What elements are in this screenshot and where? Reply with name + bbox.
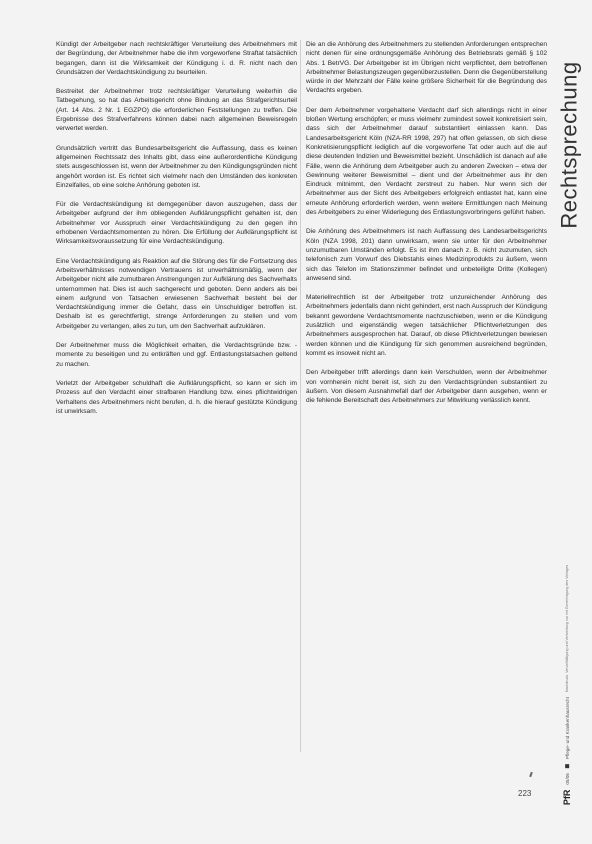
paragraph: Die an die Anhörung des Arbeitnehmers zu stellenden Anforderungen entsprechen nicht denen für eine ordnungsgemäße Anhörung des Betriebsrats gemäß § 102 Abs. 1 BetrVG. Der Arbeitgeber ist im Übrigen nicht verpflichtet, dem betroffenen Arbeitnehmer Belastungszeugen gegenüberzustellen. Denn die Gegenüberstellung würde in der Mehrzahl der Fälle keine größere Sicherheit für die Begründung des Verdachts ergeben. — [306, 41, 547, 95]
paragraph: Grundsätzlich vertritt das Bundesarbeitsgericht die Auffassung, dass es keinen allgemeinen Rechtssatz des Inhalts gibt, dass eine außerordentliche Kündigung stets ausgeschlossen ist, wenn der Arbeitnehmer zu den Kündigungsgründen nicht angehört worden ist. Es richtet sich vielmehr nach den Umständen des konkreten Einzelfalles, ob eine solche Anhörung geboten ist. — [56, 144, 297, 189]
journal-note: Pflege- und Krankenhausrecht — [564, 697, 570, 760]
paragraph: Für die Verdachtskündigung ist demgegenüber davon auszugehen, dass der Arbeitgeber aufgrund der ihm obliegenden Aufklärungspflicht gehalten ist, den Arbeitnehmer vor Ausspruch einer Verdachtskündigung zu den gegen ihn erhobenen Verdachtsmomenten zu hören. Die Erfüllung der Aufklärungspflicht ist Wirksamkeitsvoraussetzung für eine Verdachtskündigung. — [56, 201, 297, 246]
paragraph: Materiellrechtlich ist der Arbeitgeber trotz unzureichender Anhörung des Arbeitnehmers jedenfalls dann nicht gehindert, erst nach Ausspruch der Kündigung bekannt gewordene Verdachtsmomente nachzuschieben, wenn er die Kündigung zusätzlich und eigenständig wegen tatsächlicher Pflichtverletzungen des Arbeitnehmers ausgesprochen hat. Darauf, ob diese Pflichtverletzungen bewiesen werden können und die Kündigung für sich genommen ausreichend begründen, kommt es insoweit nicht an. — [306, 294, 547, 357]
paragraph: Die Anhörung des Arbeitnehmers ist nach Auffassung des Landesarbeitsgerichts Köln (NZA 1998, 201) dann unwirksam, wenn sie unter für den Arbeitnehmer unzumutbaren Umständen erfolgt. Es ist ihm danach z. B. nicht zuzumuten, sich telefonisch zum Vorwurf des Diebstahls eines Medizinprodukts zu äußern, wenn sich das Telefon im Stationszimmer befindet und unbeteiligte Dritte (Kollegen) anwesend sind. — [306, 228, 547, 282]
copyright-note: Nachdruck, Vervielfältigung und Verbreitung nur mit Genehmigung des Verlages — [565, 564, 570, 693]
issue-number: 05/06 — [564, 773, 570, 785]
paragraph: Bestreitet der Arbeitnehmer trotz rechtskräftiger Verurteilung weiterhin die Tatbegehung, so hat das Arbeitsgericht ohne Bindung an das Strafgerichtsurteil (Art. 14 Abs. 2 Nr. 1 EGZPO) die erforderlichen Feststellungen zu treffen. Die Ergebnisse des Strafverfahrens können dabei nach allgemeinen Beweisregeln verwertet werden. — [56, 88, 297, 133]
column-divider — [300, 40, 301, 752]
journal-logo: PfR — [562, 789, 573, 806]
bullet-square — [565, 764, 569, 768]
paragraph: Kündigt der Arbeitgeber nach rechtskräftiger Verurteilung des Arbeitnehmers mit der Begründung, der Arbeitnehmer habe die ihm vorgeworfene Straftat tatsächlich begangen, dann ist die Wirksamkeit der Kündigung i. d. R. nicht nach den Grundsätzen der Verdachtskündigung zu beurteilen. — [56, 41, 297, 76]
paragraph: Den Arbeitgeber trifft allerdings dann kein Verschulden, wenn der Arbeitnehmer von vornherein nicht bereit ist, sich zu den Verdachtsgründen substantiiert zu äußern. Von diesem Ausnahmefall darf der Arbeitgeber dann ausgehen, wenn er die fehlende Bereitschaft des Arbeitnehmers zur Mitwirkung verlässlich kennt. — [306, 369, 547, 405]
paragraph: Der dem Arbeitnehmer vorgehaltene Verdacht darf sich allerdings nicht in einer bloßen Wertung erschöpfen; er muss vielmehr zumindest soweit konkretisiert sein, dass sich der Arbeitnehmer darauf substantiiert einlassen kann. Das Landesarbeitsgericht Köln (NZA-RR 1998, 297) hat offen gelassen, ob sich diese Konkretisierungspflicht lediglich auf die vorgeworfene Tat oder auch auf die auf diese deutenden Indizien und Beweismittel bezieht. Unschädlich ist danach auf alle Fälle, wenn die Anhörung dem Arbeitgeber auch zu anderen Zwecken – etwa der Gewinnung weiterer Beweismittel – dient und der Arbeitnehmer aus ihr den Eindruck mitnimmt, den Verdacht zerstreut zu haben. Nur wenn sich der Arbeitnehmer aus der Sicht des Arbeitgebers erfolgreich entlastet hat, kann eine erneute Anhörung erforderlich werden, wenn weitere Ermittlungen nach Meinung des Arbeitgebers zu einer Widerlegung des Entlastungsvorbringens geführt haben. — [306, 106, 547, 217]
paragraph: Verletzt der Arbeitgeber schuldhaft die Aufklärungspflicht, so kann er sich im Prozess auf den Verdacht einer strafbaren Handlung bzw. eines pflichtwidrigen Verhaltens des Arbeitnehmers nicht berufen, d. h. die hierauf gestützte Kündigung ist unwirksam. — [56, 379, 297, 415]
right-column — [306, 40, 547, 415]
section-header — [558, 40, 582, 250]
journal-strip — [560, 540, 574, 830]
paragraph: Eine Verdachtskündigung als Reaktion auf die Störung des für die Fortsetzung des Arbeitsverhältnisses notwendigen Vertrauens ist unverhältnismäßig, wenn der Arbeitgeber nicht alle zumutbaren Anstrengungen zur Aufklärung des Sachverhalts unternommen hat. Dies ist auch sachgerecht und geboten. Denn anders als bei einem aufgrund von Tatsachen erwiesenen Sachverhalt besteht bei der Verdachtskündigung immer die Gefahr, dass ein Unschuldiger betroffen ist. Deshalb ist es gerechtfertigt, strenge Anforderungen zu stellen und vom Arbeitgeber zu verlangen, alles zu tun, um den Sachverhalt aufzuklären. — [56, 257, 297, 330]
paragraph: Der Arbeitnehmer muss die Möglichkeit erhalten, die Verdachtsgründe bzw. -momente zu beseitigen und zu entkräften und ggf. Entlastungstatsachen geltend zu machen. — [56, 342, 297, 368]
left-column — [56, 40, 297, 426]
section-title: Rechtsprechung — [557, 61, 582, 229]
scan-mark — [529, 772, 533, 777]
page-number: 223 — [518, 789, 532, 798]
